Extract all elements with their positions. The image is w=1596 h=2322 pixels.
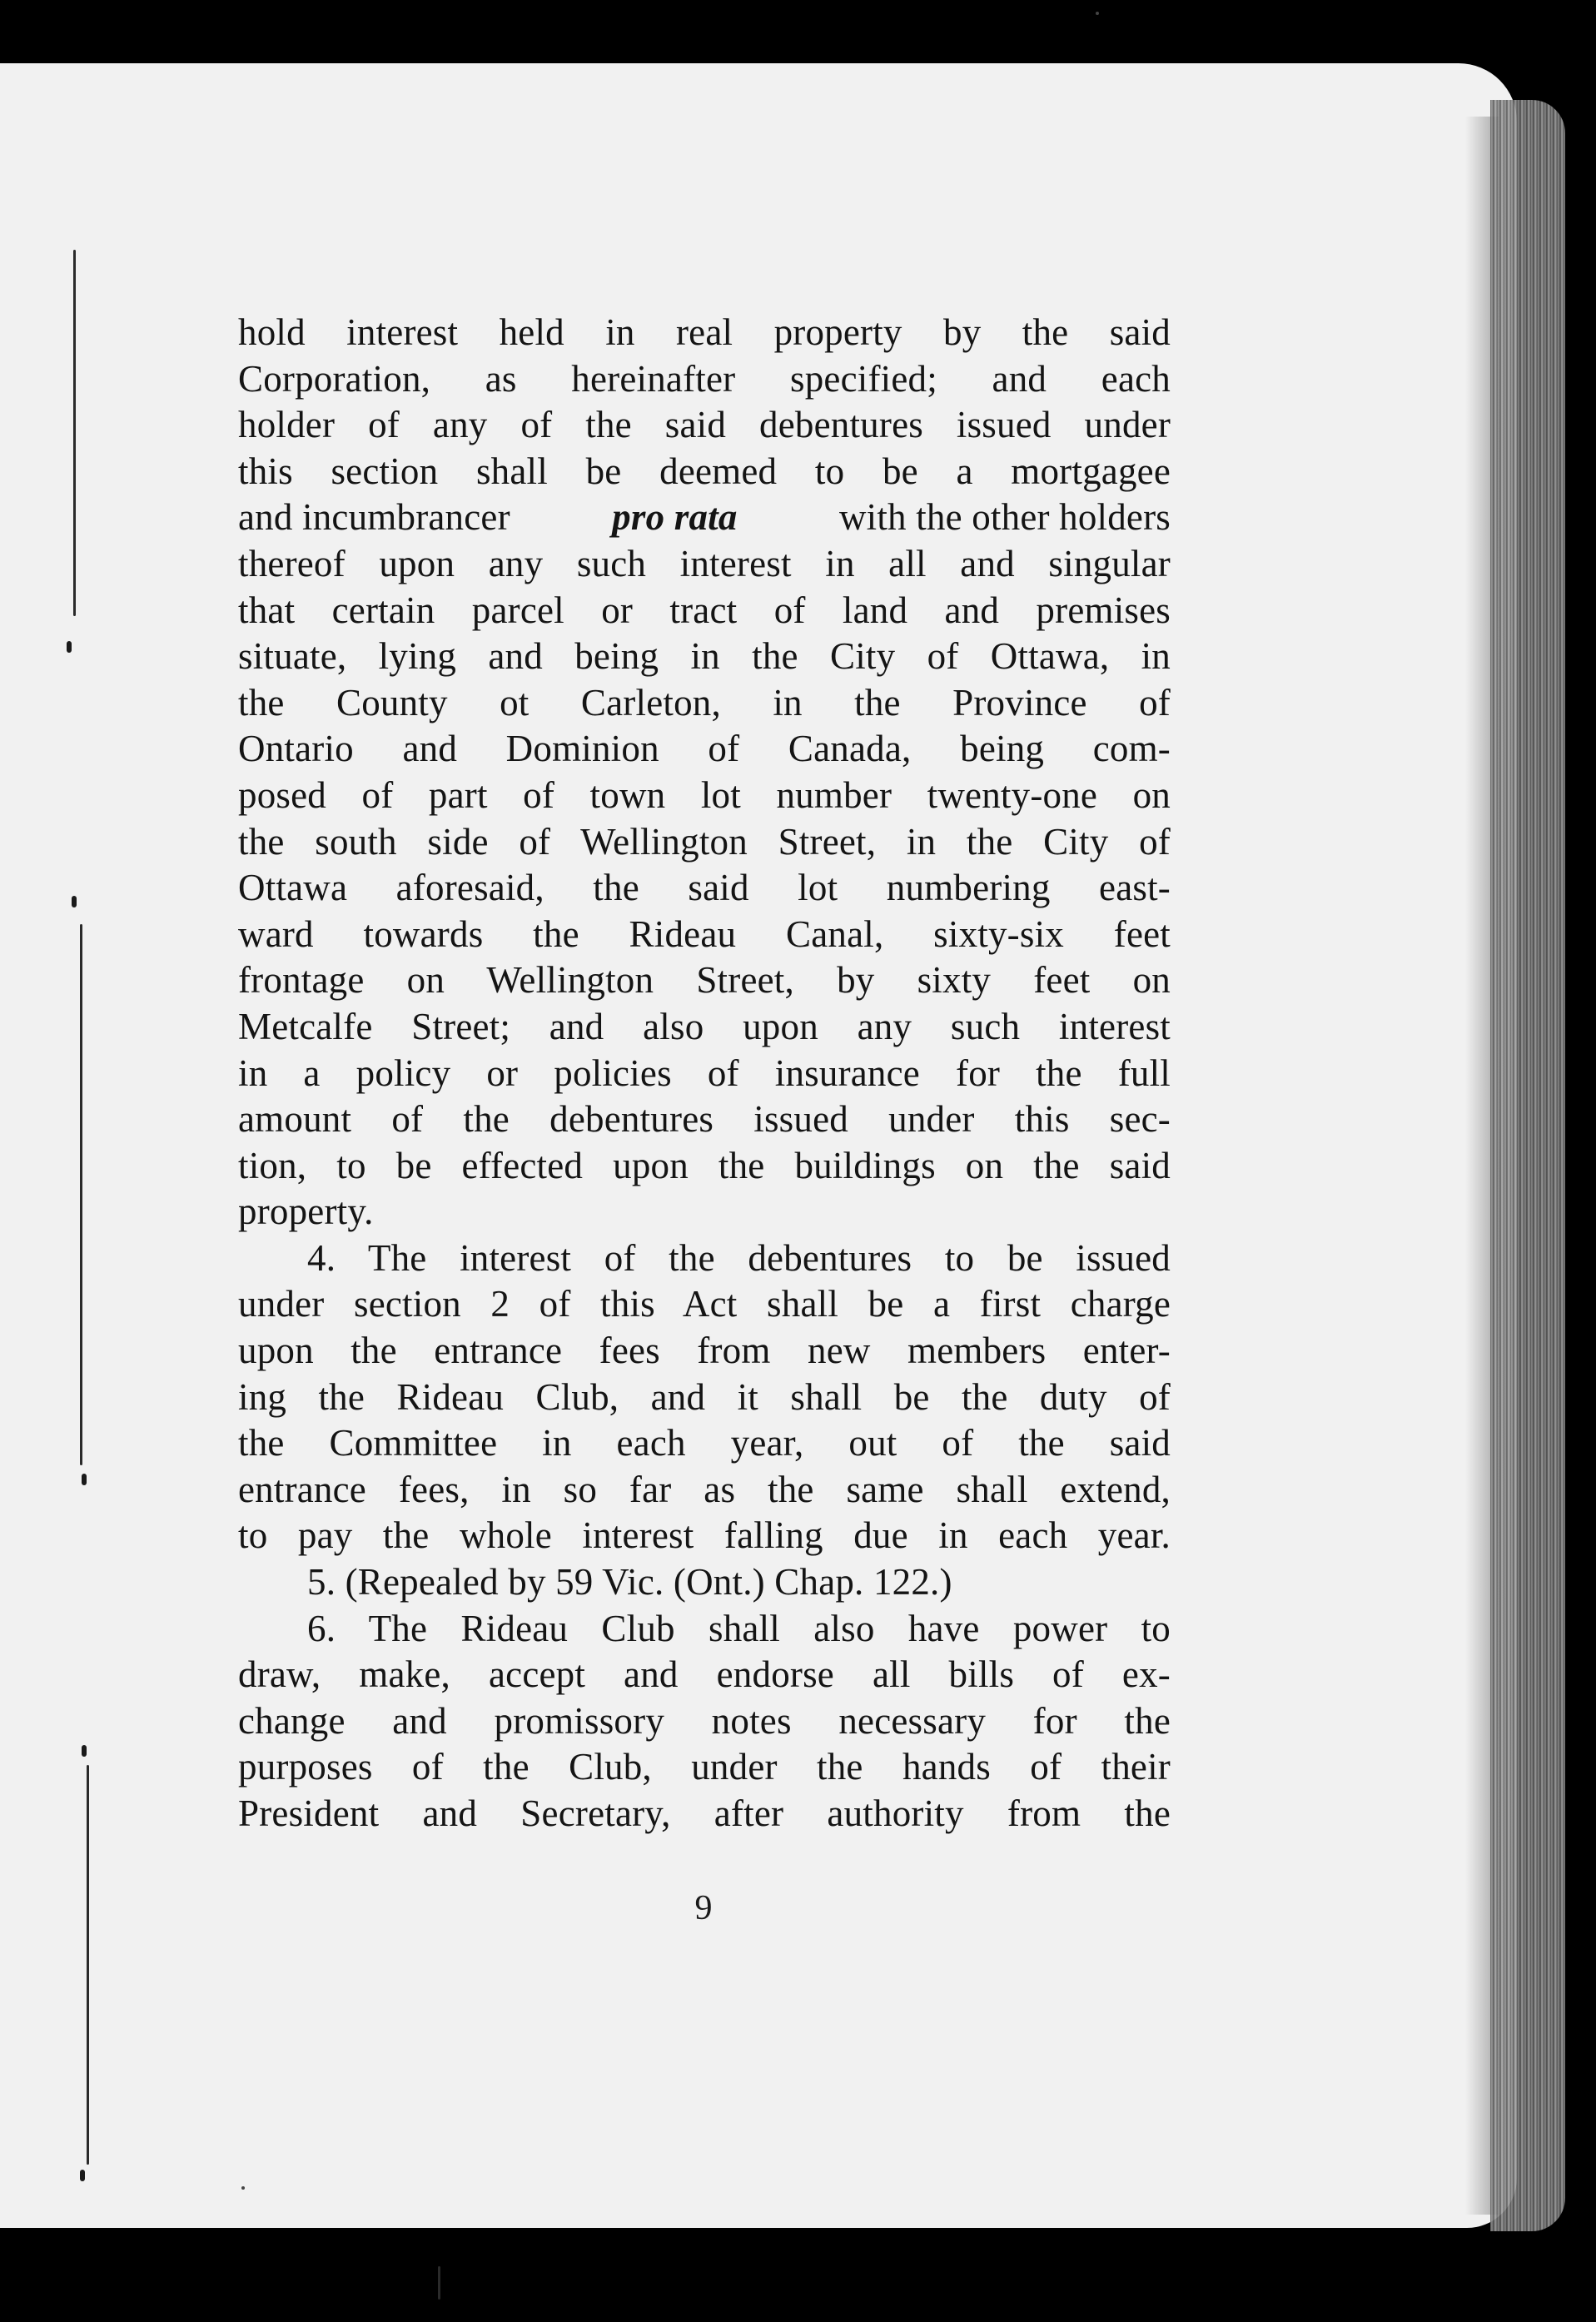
binding-mark bbox=[80, 2170, 85, 2181]
section-4-start: 4. The interest of the debentures to be issued bbox=[307, 1236, 1171, 1279]
text-line: holder of any of the said debentures issued under bbox=[238, 404, 1171, 446]
text-line: ward towards the Rideau Canal, sixty-six feet bbox=[238, 912, 1171, 955]
text-line: in a policy or policies of insurance for the full bbox=[238, 1052, 1171, 1094]
text-line: Ontario and Dominion of Canada, being com- bbox=[238, 728, 1171, 770]
binding-stitch bbox=[73, 250, 76, 616]
text-line: Ottawa aforesaid, the said lot numbering east- bbox=[238, 867, 1171, 909]
text-line: to pay the whole interest falling due in each year. bbox=[238, 1514, 1171, 1557]
text-line: President and Secretary, after authority from the bbox=[238, 1792, 1171, 1834]
text-line: ing the Rideau Club, and it shall be the duty of bbox=[238, 1375, 1171, 1418]
text-line: situate, lying and being in the City of Ottawa, in bbox=[238, 635, 1171, 678]
binding-mark bbox=[72, 896, 77, 907]
binding-mark bbox=[67, 641, 72, 653]
text-line: tion, to be effected upon the buildings on the said bbox=[238, 1144, 1171, 1186]
text-line: amount of the debentures issued under this sec- bbox=[238, 1098, 1171, 1141]
paper-speck bbox=[1096, 12, 1099, 15]
text-line: under section 2 of this Act shall be a first charge bbox=[238, 1283, 1171, 1325]
text-line: Metcalfe Street; and also upon any such interest bbox=[238, 1005, 1171, 1047]
italic-latin-phrase: pro rata bbox=[612, 496, 738, 539]
text-line: posed of part of town lot number twenty-one on bbox=[238, 773, 1171, 816]
text-line: Corporation, as hereinafter specified; and each bbox=[238, 357, 1171, 400]
text-line: this section shall be deemed to be a mortgagee bbox=[238, 450, 1171, 492]
text-line-with-italic bbox=[238, 495, 1171, 541]
text-line: change and promissory notes necessary for the bbox=[238, 1699, 1171, 1742]
text-line: upon the entrance fees from new members enter- bbox=[238, 1330, 1171, 1372]
text-line: hold interest held in real property by the said bbox=[238, 311, 1171, 353]
text-line: entrance fees, in so far as the same shall extend, bbox=[238, 1468, 1171, 1510]
section-6-start: 6. The Rideau Club shall also have power to bbox=[307, 1607, 1171, 1649]
text-line: the Committee in each year, out of the said bbox=[238, 1422, 1171, 1464]
paper-speck bbox=[241, 2186, 245, 2190]
text-line: frontage on Wellington Street, by sixty feet on bbox=[238, 959, 1171, 1002]
section-5: 5. (Repealed by 59 Vic. (Ont.) Chap. 122.) bbox=[307, 1561, 952, 1604]
binding-stitch bbox=[80, 924, 82, 1465]
binding-stitch bbox=[438, 2266, 440, 2300]
text-segment: with the other holders bbox=[838, 496, 1171, 539]
body-text bbox=[238, 310, 1171, 1837]
page-number: 9 bbox=[694, 1889, 713, 1927]
text-line: the south side of Wellington Street, in the City of bbox=[238, 820, 1171, 863]
text-line: property. bbox=[238, 1191, 374, 1233]
binding-mark bbox=[82, 1474, 87, 1485]
text-segment: and incumbrancer bbox=[238, 496, 510, 539]
book-page-edges bbox=[1490, 100, 1565, 2231]
text-line: that certain parcel or tract of land and premises bbox=[238, 589, 1171, 631]
binding-mark bbox=[82, 1745, 87, 1757]
text-line: draw, make, accept and endorse all bills of ex- bbox=[238, 1653, 1171, 1696]
text-line: purposes of the Club, under the hands of their bbox=[238, 1746, 1171, 1788]
text-line: the County ot Carleton, in the Province of bbox=[238, 681, 1171, 723]
binding-stitch bbox=[87, 1765, 89, 2165]
text-line: thereof upon any such interest in all and singular bbox=[238, 542, 1171, 584]
